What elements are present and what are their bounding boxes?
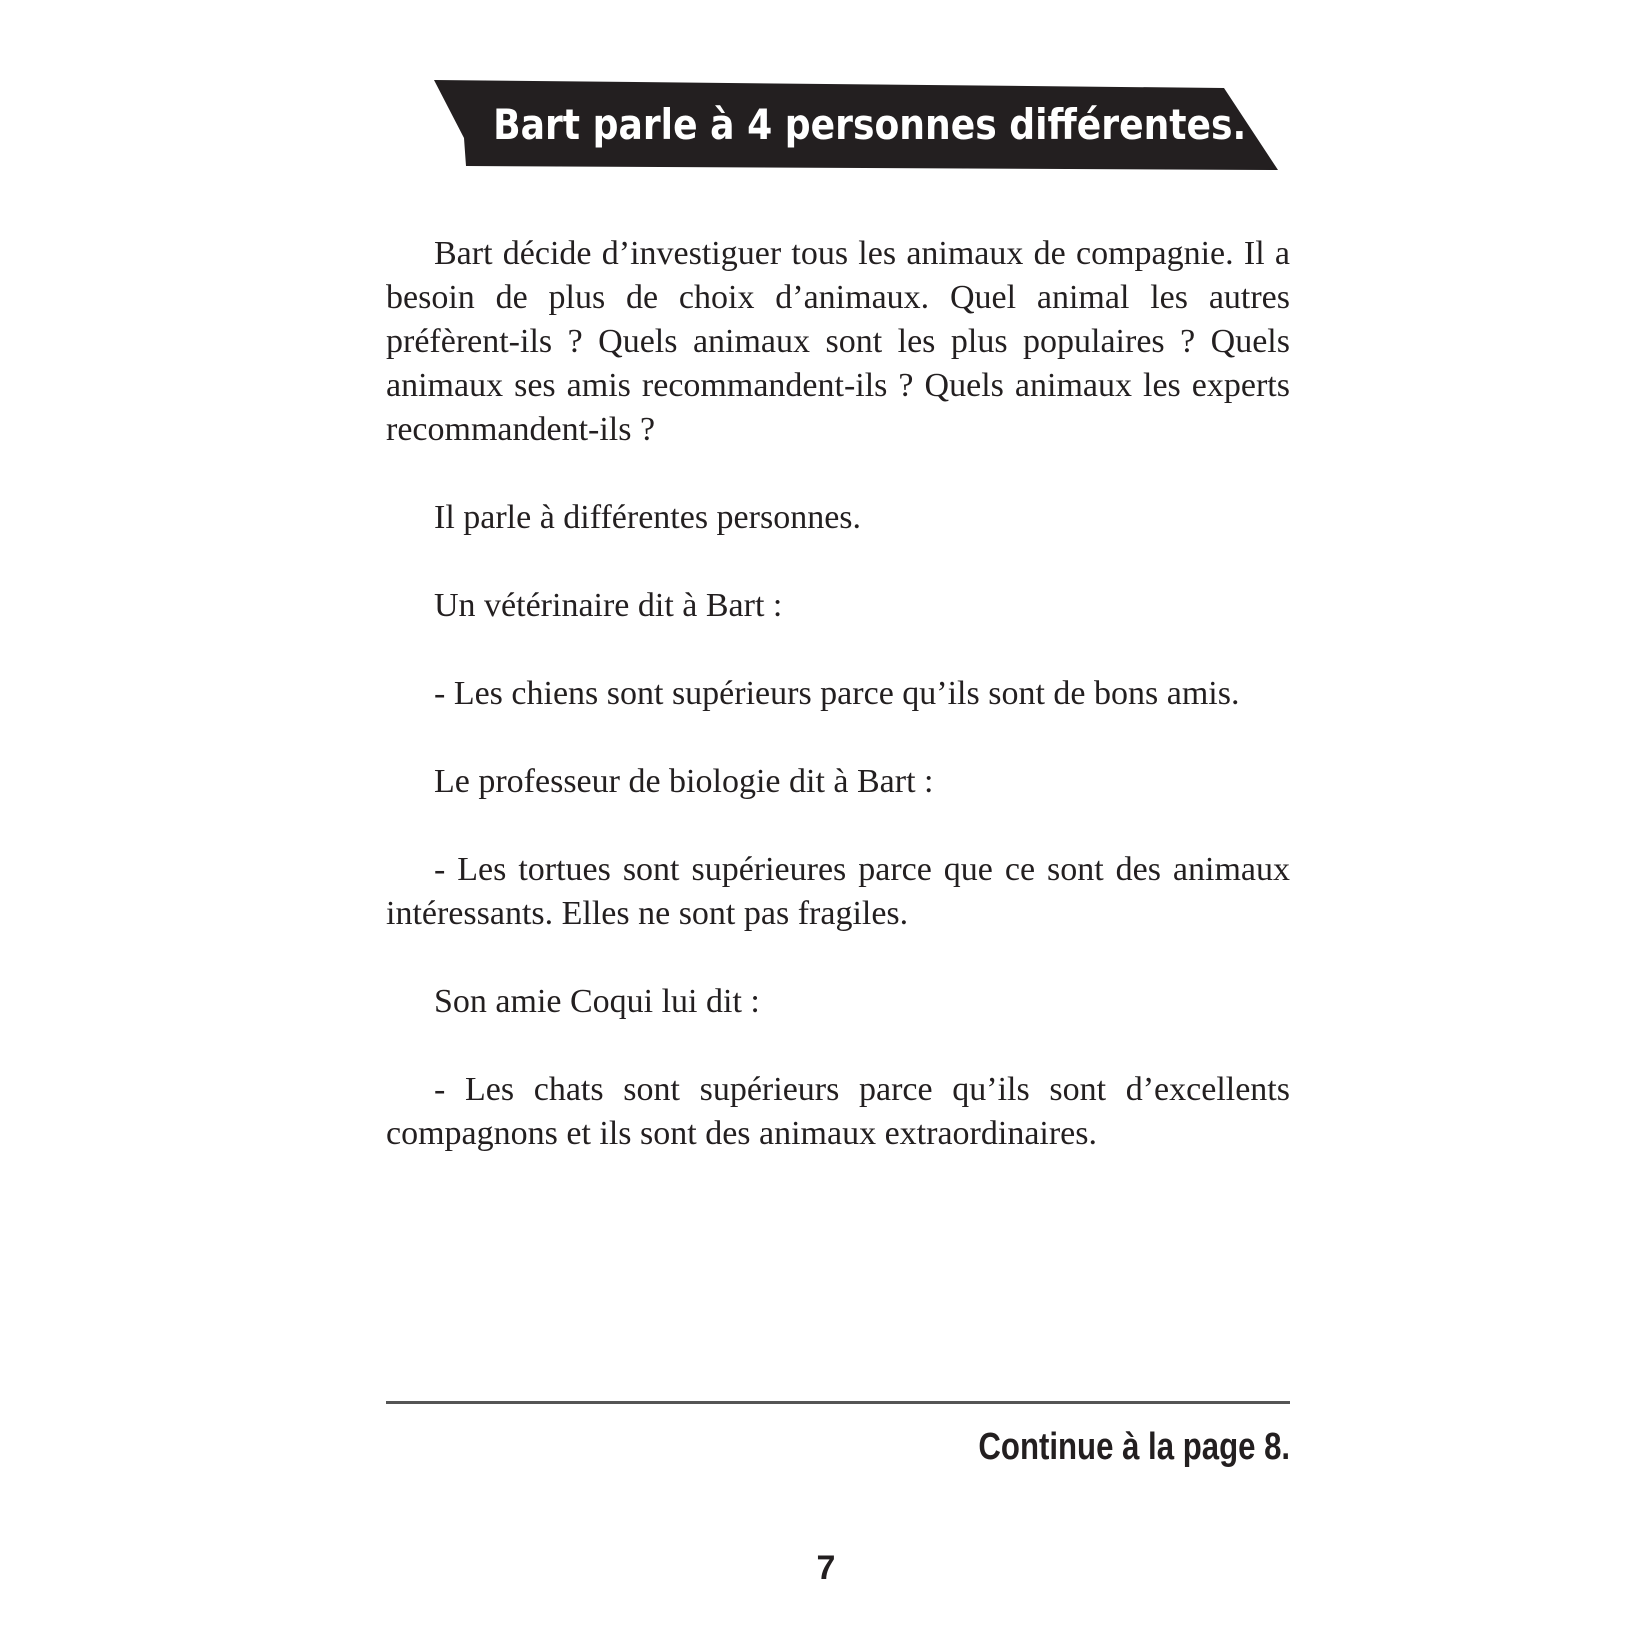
footer-divider: [386, 1401, 1290, 1404]
story-text: [386, 232, 1290, 1156]
paragraph-teacher-quote: - Les tortues sont supérieures parce que ce sont des animaux intéressants. Elles ne sont pas fragiles.: [386, 851, 1290, 932]
paragraph-intro: Bart décide d’investiguer tous les animaux de compagnie. Il a besoin de plus de choix d’animaux. Quel animal les autres préfèrent-ils ? Quels animaux sont les plus populaires ? Quels animaux ses amis recommandent-ils ? Quels animaux les experts recommandent-ils ?: [386, 235, 1290, 448]
paragraph-talks: Il parle à différentes personnes.: [434, 499, 862, 536]
chapter-title-banner: [434, 80, 1278, 170]
page-number: 7: [816, 1549, 836, 1587]
paragraph-friend-quote: - Les chats sont supérieurs parce qu’ils sont d’excellents compagnons et ils sont des animaux extraordinaires.: [386, 1071, 1290, 1152]
paragraph-teacher-intro: Le professeur de biologie dit à Bart :: [434, 763, 934, 800]
paragraph-friend-intro: Son amie Coqui lui dit :: [434, 983, 760, 1020]
paragraph-vet-intro: Un vétérinaire dit à Bart :: [434, 587, 783, 624]
continue-to-page: Continue à la page 8.: [978, 1426, 1290, 1468]
chapter-title: Bart parle à 4 personnes différentes.: [493, 100, 1247, 149]
paragraph-vet-quote: - Les chiens sont supérieurs parce qu’ils sont de bons amis.: [434, 675, 1240, 712]
